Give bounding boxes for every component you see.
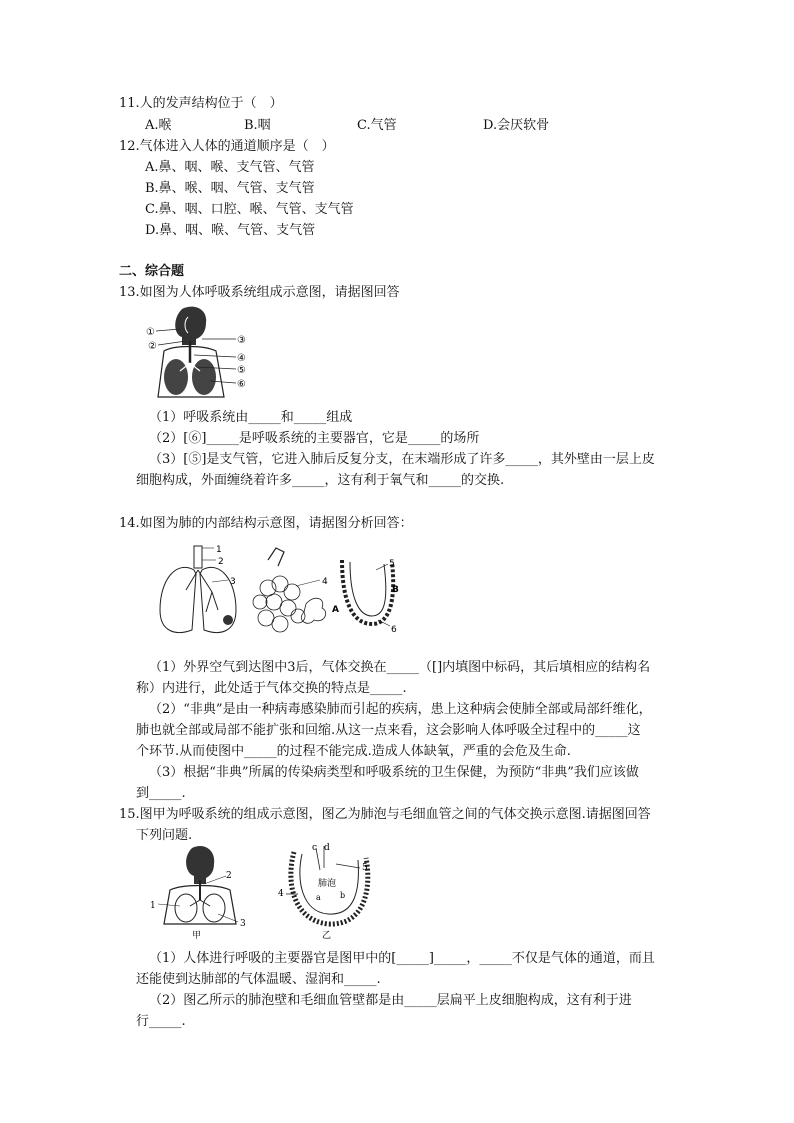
- fig14-label-5: 5: [389, 559, 395, 569]
- fig14-label-2: 2: [218, 557, 224, 567]
- question-13-stem: 13.如图为人体呼吸系统组成示意图，请据图回答: [119, 285, 400, 300]
- q15-line-3: （2）图乙所示的肺泡壁和毛细血管壁都是由_____层扁平上皮细胞构成，这有利于进: [149, 993, 632, 1008]
- q12-option-c: C.鼻、咽、口腔、喉、气管、支气管: [145, 202, 354, 217]
- lung-structure-figure: [156, 540, 406, 640]
- q11-option-d: D.会厌软骨: [483, 118, 550, 133]
- q13-line-3: （3）[⑤]是支气管，它进入肺后反复分支，在末端形成了许多_____，其外壁由一层上皮: [149, 452, 655, 467]
- q13-line-1: （1）呼吸系统由_____和_____组成: [149, 410, 353, 425]
- fig13-label-6: ⑥: [237, 379, 246, 390]
- fig14-label-a: A: [332, 605, 339, 615]
- fig14-label-4: 4: [322, 577, 328, 587]
- fig13-label-2: ②: [148, 341, 157, 352]
- section-title: 二、综合题: [119, 264, 185, 279]
- q12-option-d: D.鼻、咽、喉、气管、支气管: [145, 223, 316, 238]
- question-14-stem: 14.如图为肺的内部结构示意图，请据图分析回答：: [119, 516, 413, 531]
- q14-line-4: 肺也就全部或局部不能扩张和回缩.从这一点来看，这会影响人体呼吸全过程中的_____这: [136, 723, 641, 738]
- fig13-label-3: ③: [237, 335, 246, 346]
- fig-yi-alveolus-label: 肺泡: [318, 879, 337, 889]
- fig-yi-label-b: b: [340, 891, 346, 900]
- fig-yi-label-a: a: [316, 893, 321, 902]
- fig14-label-3: 3: [230, 577, 236, 587]
- q14-line-6: （3）根据“非典”所属的传染病类型和呼吸系统的卫生保健，为预防“非典”我们应该做: [149, 765, 639, 780]
- fig-jia-label-2: 2: [226, 871, 232, 881]
- figure-jia: [148, 844, 258, 940]
- fig-yi-caption: 乙: [322, 931, 332, 940]
- fig-jia-caption: 甲: [192, 931, 202, 940]
- fig14-label-b: B: [392, 585, 399, 595]
- fig-jia-label-1: 1: [150, 901, 156, 911]
- fig13-label-1: ①: [146, 327, 155, 338]
- fig14-label-6: 6: [391, 625, 397, 635]
- respiratory-system-figure: [144, 305, 254, 405]
- q13-line-2: （2）[⑥]_____是呼吸系统的主要器官，它是_____的场所: [149, 431, 480, 446]
- q14-line-3: （2）“非典”是由一种病毒感染肺而引起的疾病，患上这种病会使肺全部或局部纤维化，: [149, 702, 652, 717]
- fig14-label-1: 1: [216, 545, 222, 555]
- q15-line-2: 还能使到达肺部的气体温暖、湿润和_____.: [136, 972, 381, 987]
- q11-option-b: B.咽: [244, 118, 271, 133]
- q13-line-4: 细胞构成，外面缠绕着许多_____，这有利于氧气和_____的交换.: [136, 473, 505, 488]
- question-15-stem-1: 15.图甲为呼吸系统的组成示意图，图乙为肺泡与毛细血管之间的气体交换示意图.请据图回答: [119, 807, 651, 822]
- q12-option-b: B.鼻、喉、咽、气管、支气管: [145, 181, 315, 196]
- q12-option-a: A.鼻、咽、喉、支气管、气管: [145, 160, 315, 175]
- fig-yi-label-4: 4: [278, 889, 284, 899]
- q15-line-4: 行_____.: [136, 1014, 186, 1029]
- q14-line-5: 个环节.从而使图中_____的过程不能完成.造成人体缺氧，严重的会危及生命.: [136, 744, 571, 759]
- q11-option-a: A.喉: [145, 118, 172, 133]
- figure-yi: [276, 840, 386, 940]
- fig13-label-5: ⑤: [237, 365, 246, 376]
- fig-yi-label-c: c: [312, 843, 318, 853]
- q14-line-2: 称）内进行，此处适于气体交换的特点是_____.: [136, 681, 407, 696]
- question-12-stem: 12.气体进入人体的通道顺序是（ ）: [119, 139, 335, 154]
- q11-option-c: C.气管: [357, 118, 397, 133]
- fig-yi-label-d: d: [324, 843, 330, 853]
- fig13-label-4: ④: [237, 353, 246, 364]
- question-15-stem-2: 下列问题.: [136, 828, 193, 843]
- q14-line-1: （1）外界空气到达图中3后，气体交换在_____（[]内填图中标码，其后填相应的结构名: [149, 660, 651, 675]
- q15-line-1: （1）人体进行呼吸的主要器官是图甲中的[_____]_____，_____不仅是气体的通道，而且: [149, 951, 655, 966]
- q14-line-7: 到_____.: [136, 786, 186, 801]
- question-11-stem: 11.人的发声结构位于（ ）: [119, 96, 283, 111]
- fig-yi-label-5: 5: [362, 863, 368, 873]
- fig-jia-label-3: 3: [240, 919, 246, 929]
